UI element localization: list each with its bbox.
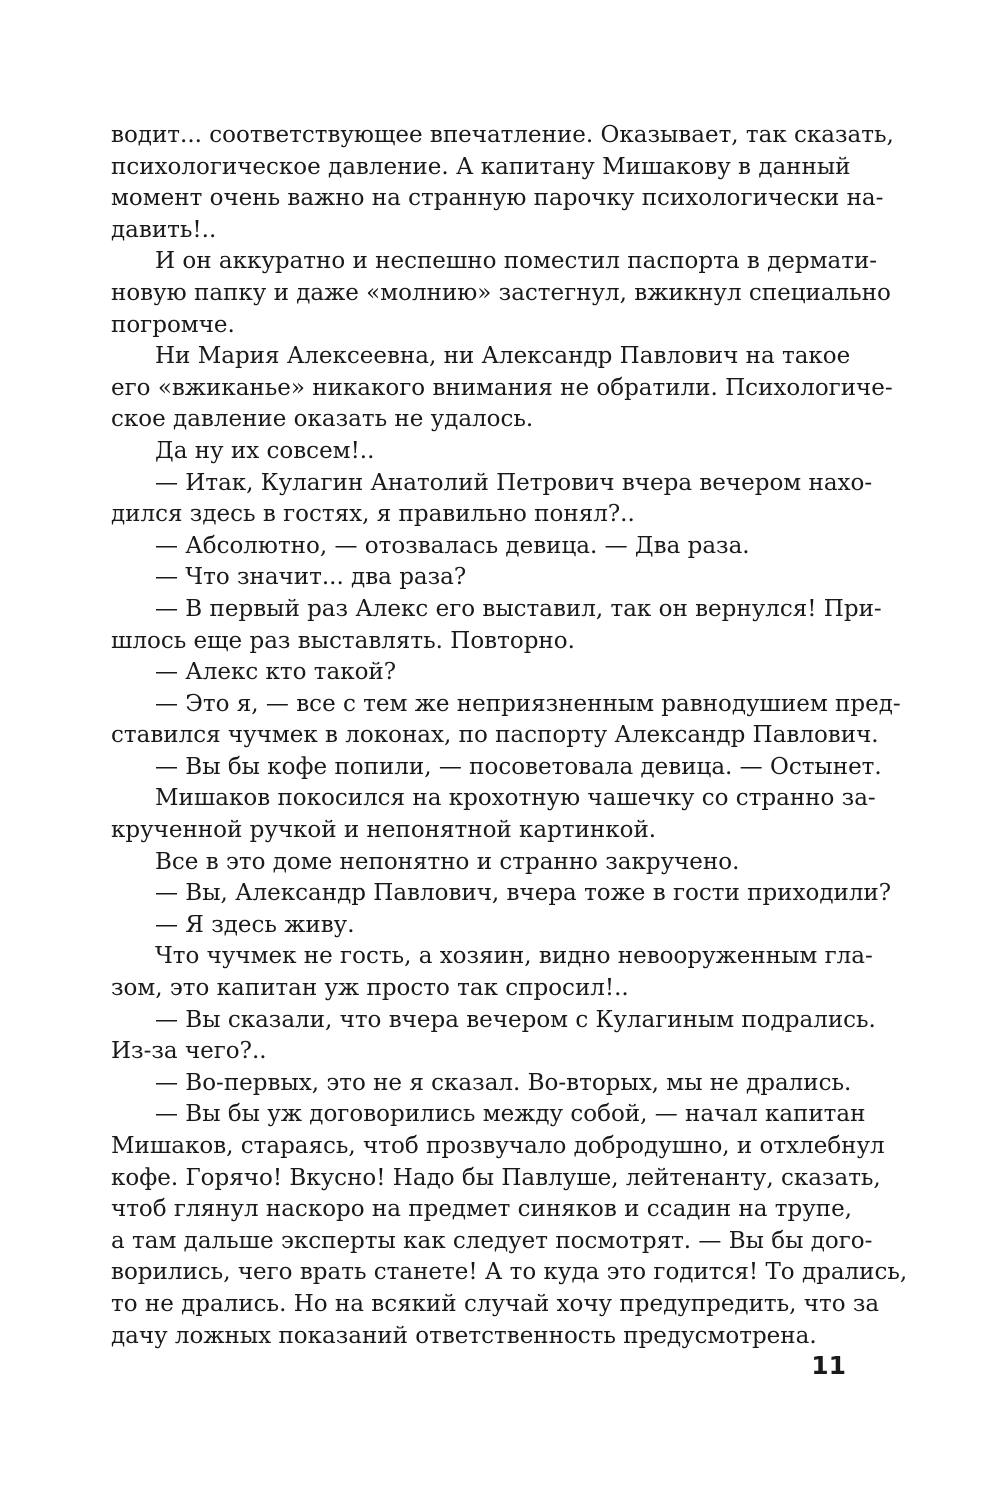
text-line: — Что значит... два раза? bbox=[155, 564, 467, 591]
text-line: — Абсолютно, — отозвалась девица. — Два раза. bbox=[155, 532, 750, 559]
paragraph bbox=[111, 657, 847, 689]
paragraph bbox=[111, 783, 876, 846]
text-line: ское давление оказать не удалось. bbox=[111, 406, 534, 433]
paragraph bbox=[111, 120, 894, 246]
text-line: Из-за чего?.. bbox=[111, 1038, 267, 1065]
text-line: дачу ложных показаний ответственность предусмотрена. bbox=[111, 1322, 817, 1349]
text-line: — Это я, — все с тем же неприязненным равнодушием пред- bbox=[155, 690, 901, 717]
text-line: Все в это доме непонятно и странно закручено. bbox=[155, 848, 740, 875]
text-line: Мишаков покосился на крохотную чашечку со странно за- bbox=[155, 785, 876, 812]
text-line: погромче. bbox=[111, 311, 235, 338]
text-line: чтоб глянул наскоро на предмет синяков и ссадин на трупе, bbox=[111, 1196, 852, 1223]
paragraph bbox=[111, 752, 882, 784]
text-line: — Алекс кто такой? bbox=[155, 659, 397, 686]
text-line: его «вжиканье» никакого внимания не обратили. Психологиче- bbox=[111, 374, 893, 401]
text-line: водит... соответствующее впечатление. Оказывает, так сказать, bbox=[111, 122, 894, 148]
text-line: — Итак, Кулагин Анатолий Петрович вчера вечером нахо- bbox=[155, 469, 873, 496]
text-line: зом, это капитан уж просто так спросил!.. bbox=[111, 975, 629, 1002]
text-line: психологическое давление. А капитану Мишакову в данный bbox=[111, 153, 851, 180]
paragraph bbox=[111, 878, 892, 910]
text-line: — Вы, Александр Павлович, вчера тоже в гости приходили? bbox=[155, 880, 892, 907]
text-line: дился здесь в гостях, я правильно понял?.. bbox=[111, 501, 635, 528]
text-line: — Я здесь живу. bbox=[155, 911, 355, 938]
text-line: давить!.. bbox=[111, 216, 217, 243]
page-number: 11 bbox=[811, 1351, 846, 1380]
paragraph bbox=[111, 341, 893, 436]
text-line: И он аккуратно и неспешно поместил паспорта в дермати- bbox=[155, 248, 878, 275]
body-text bbox=[111, 120, 908, 1352]
paragraph bbox=[111, 1068, 852, 1100]
paragraph bbox=[111, 1099, 908, 1352]
paragraph bbox=[111, 1005, 876, 1068]
text-line: шлось еще раз выставлять. Повторно. bbox=[111, 627, 575, 654]
text-line: Да ну их совсем!.. bbox=[155, 437, 375, 464]
paragraph bbox=[111, 531, 847, 563]
paragraph bbox=[111, 594, 882, 657]
text-line: ворились, чего врать станете! А то куда это годится! То дрались, bbox=[111, 1259, 908, 1286]
text-line: момент очень важно на странную парочку психологически на- bbox=[111, 185, 884, 212]
text-line: то не дрались. Но на всякий случай хочу предупредить, что за bbox=[111, 1290, 880, 1317]
text-line: — Вы бы кофе попили, — посоветовала девица. — Остынет. bbox=[155, 753, 882, 780]
paragraph bbox=[111, 436, 847, 468]
text-line: кофе. Горячо! Вкусно! Надо бы Павлуше, лейтенанту, сказать, bbox=[111, 1164, 881, 1191]
paragraph bbox=[111, 562, 847, 594]
text-line: — Вы бы уж договорились между собой, — начал капитан bbox=[155, 1101, 866, 1128]
text-line: Что чучмек не гость, а хозяин, видно невооруженным гла- bbox=[155, 943, 873, 970]
text-line: — Во-первых, это не я сказал. Во-вторых, мы не дрались. bbox=[155, 1069, 852, 1096]
text-line: а там дальше эксперты как следует посмотрят. — Вы бы дого- bbox=[111, 1227, 873, 1254]
text-line: Ни Мария Алексеевна, ни Александр Павлович на такое bbox=[155, 343, 851, 370]
text-line: новую папку и даже «молнию» застегнул, вжикнул специально bbox=[111, 279, 891, 306]
paragraph bbox=[111, 847, 847, 879]
paragraph bbox=[111, 941, 873, 1004]
paragraph bbox=[111, 910, 847, 942]
paragraph bbox=[111, 689, 901, 752]
text-line: ставился чучмек в локонах, по паспорту Александр Павлович. bbox=[111, 722, 879, 749]
text-line: крученной ручкой и непонятной картинкой. bbox=[111, 817, 657, 844]
text-line: — В первый раз Алекс его выставил, так он вернулся! При- bbox=[155, 595, 882, 622]
paragraph bbox=[111, 246, 891, 341]
text-line: Мишаков, стараясь, чтоб прозвучало добродушно, и отхлебнул bbox=[111, 1133, 885, 1159]
paragraph bbox=[111, 468, 873, 531]
text-line: — Вы сказали, что вчера вечером с Кулагиным подрались. bbox=[155, 1006, 876, 1033]
